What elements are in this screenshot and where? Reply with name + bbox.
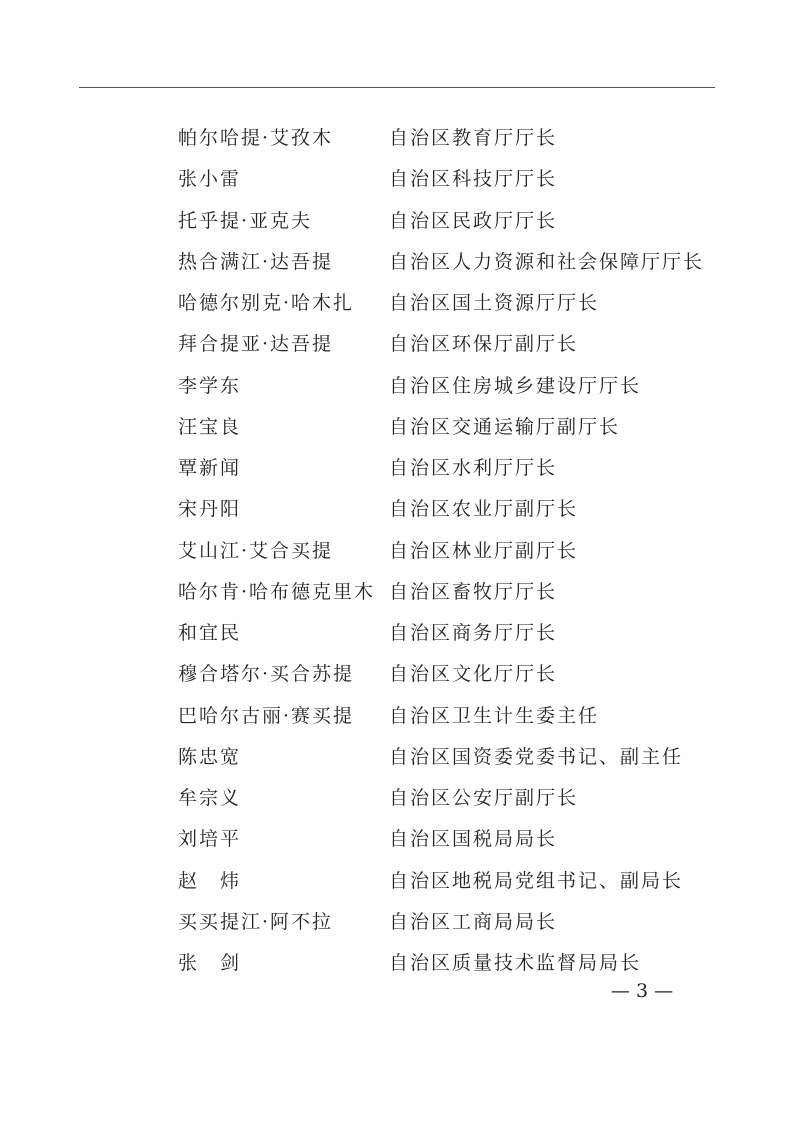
- person-title: 自治区科技厅厅长: [389, 168, 558, 191]
- person-name: 拜合提亚·达吾提: [178, 333, 334, 356]
- list-item: [0, 283, 793, 324]
- list-item: [0, 613, 793, 654]
- list-item: [0, 242, 793, 283]
- person-title: 自治区文化厅厅长: [389, 663, 558, 686]
- person-name: 买买提江·阿不拉: [178, 910, 334, 933]
- person-title: 自治区卫生计生委主任: [389, 704, 600, 727]
- person-title: 自治区国资委党委书记、副主任: [389, 745, 684, 768]
- person-title: 自治区教育厅厅长: [389, 127, 558, 149]
- person-title: 自治区国土资源厅厅长: [389, 292, 600, 314]
- person-name: 宋丹阳: [178, 498, 242, 521]
- personnel-list: [0, 118, 793, 984]
- person-name: 帕尔哈提·艾孜木: [178, 127, 334, 149]
- person-name: 汪宝良: [178, 415, 242, 438]
- person-title: 自治区畜牧厅厅长: [389, 580, 558, 603]
- header-rule: [79, 87, 715, 88]
- list-item: [0, 407, 793, 448]
- person-title: 自治区农业厅副厅长: [389, 498, 579, 521]
- person-name: 牟宗义: [178, 787, 242, 809]
- person-title: 自治区民政厅厅长: [389, 209, 558, 232]
- person-title: 自治区林业厅副厅长: [389, 539, 579, 562]
- person-name: 张 剑: [178, 952, 242, 974]
- page-number: — 3 —: [610, 980, 674, 1002]
- person-name: 托乎提·亚克夫: [178, 209, 313, 232]
- list-item: [0, 778, 793, 819]
- list-item: [0, 489, 793, 530]
- person-name: 穆合塔尔·买合苏提: [178, 663, 355, 686]
- list-item: [0, 737, 793, 778]
- list-item: [0, 572, 793, 613]
- person-name: 陈忠宽: [178, 745, 242, 768]
- person-name: 和宜民: [178, 622, 242, 644]
- person-name: 热合满江·达吾提: [178, 250, 334, 273]
- list-item: [0, 118, 793, 159]
- list-item: [0, 531, 793, 572]
- person-title: 自治区水利厅厅长: [389, 457, 558, 479]
- list-item: [0, 696, 793, 737]
- person-name: 哈尔肯·哈布德克里木: [178, 580, 376, 603]
- person-name: 李学东: [178, 374, 242, 397]
- person-name: 覃新闻: [178, 457, 242, 479]
- person-title: 自治区商务厅厅长: [389, 622, 558, 644]
- person-name: 哈德尔别克·哈木扎: [178, 292, 355, 314]
- person-title: 自治区人力资源和社会保障厅厅长: [389, 250, 705, 273]
- person-name: 艾山江·艾合买提: [178, 539, 334, 562]
- person-name: 巴哈尔古丽·赛买提: [178, 704, 355, 727]
- person-title: 自治区住房城乡建设厅厅长: [389, 374, 642, 397]
- person-title: 自治区质量技术监督局局长: [389, 952, 642, 974]
- person-title: 自治区国税局局长: [389, 828, 558, 851]
- person-title: 自治区环保厅副厅长: [389, 333, 579, 356]
- person-title: 自治区公安厅副厅长: [389, 787, 579, 809]
- list-item: [0, 324, 793, 365]
- person-name: 刘培平: [178, 828, 242, 851]
- list-item: [0, 159, 793, 200]
- list-item: [0, 366, 793, 407]
- list-item: [0, 654, 793, 695]
- person-name: 张小雷: [178, 168, 242, 191]
- person-name: 赵 炜: [178, 869, 242, 892]
- list-item: [0, 448, 793, 489]
- list-item: [0, 819, 793, 860]
- person-title: 自治区工商局局长: [389, 910, 558, 933]
- list-item: [0, 861, 793, 902]
- list-item: [0, 902, 793, 943]
- person-title: 自治区地税局党组书记、副局长: [389, 869, 684, 892]
- person-title: 自治区交通运输厅副厅长: [389, 415, 621, 438]
- list-item: [0, 201, 793, 242]
